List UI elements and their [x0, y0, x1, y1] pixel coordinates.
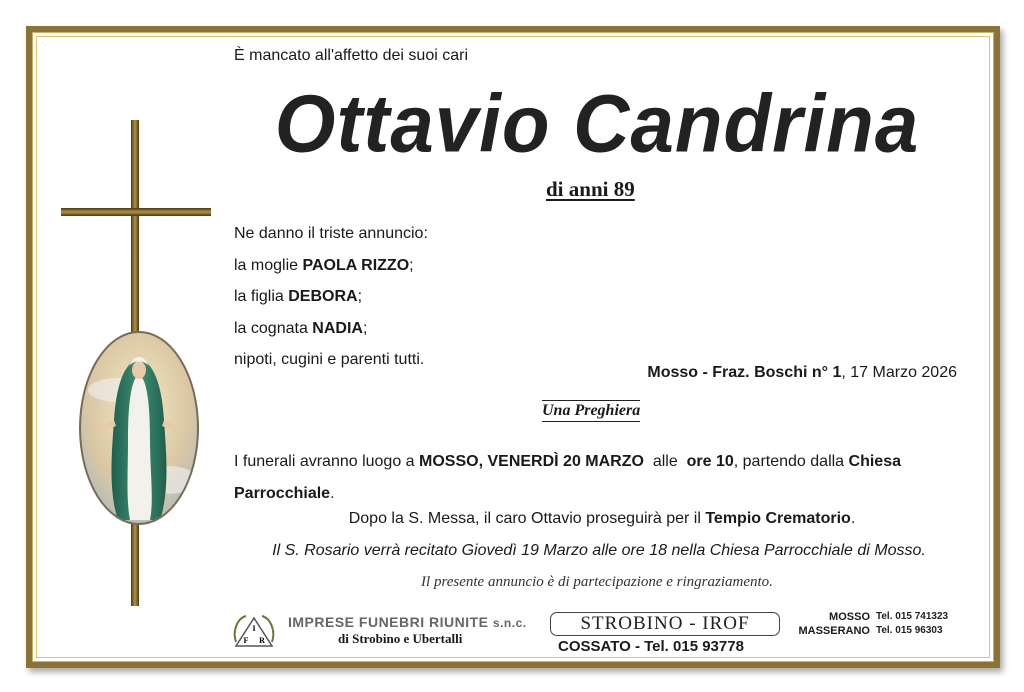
deceased-age: di anni 89: [546, 177, 635, 201]
firm-name: IMPRESE FUNEBRI RIUNITE s.n.c.: [288, 614, 527, 630]
mourner-wife: la moglie PAOLA RIZZO;: [234, 256, 414, 274]
funeral-details: I funerali avranno luogo a MOSSO, VENERDÌ 20 MARZO alle ore 10, partendo dalla Chiesa Parrocchiale.: [234, 453, 901, 502]
mourner-sister-in-law: la cognata NADIA;: [234, 319, 368, 337]
thanks-text: Il presente annuncio è di partecipazione e ringraziamento.: [421, 574, 773, 590]
logo-letter-i: I: [252, 624, 256, 633]
logo-letter-f: F: [243, 636, 249, 645]
ifr-logo-icon: [230, 612, 278, 652]
contact-row: MOSSO Tel. 015 741323: [829, 611, 949, 623]
brand-box: STROBINO - IROF: [550, 612, 780, 636]
logo-letter-r: R: [259, 636, 265, 645]
firm-owners: di Strobino e Ubertalli: [338, 631, 463, 646]
mourners-heading: Ne danno il triste annuncio:: [234, 225, 428, 242]
mourners-others: nipoti, cugini e parenti tutti.: [234, 351, 425, 368]
branch-contacts: [790, 610, 948, 638]
mass-text: Dopo la S. Messa, il caro Ottavio proseguirà per il Tempio Crematorio.: [348, 510, 856, 527]
prayer-title: Una Preghiera: [542, 400, 640, 422]
mourners-list: [234, 218, 428, 376]
rosary-text: Il S. Rosario verrà recitato Giovedì 19 Marzo alle ore 18 nella Chiesa Parrocchiale di Mosso.: [272, 542, 926, 559]
madonna-image: [78, 330, 200, 526]
deceased-name: Ottavio Candrina: [274, 76, 920, 170]
intro-text: È mancato all'affetto dei suoi cari: [234, 47, 468, 64]
mourner-daughter: la figlia DEBORA;: [234, 288, 363, 305]
contact-row: MASSERANO Tel. 015 96303: [798, 625, 943, 637]
cossato-phone: COSSATO - Tel. 015 93778: [558, 638, 744, 655]
place-date: Mosso - Fraz. Boschi n° 1, 17 Marzo 2026: [647, 364, 957, 381]
